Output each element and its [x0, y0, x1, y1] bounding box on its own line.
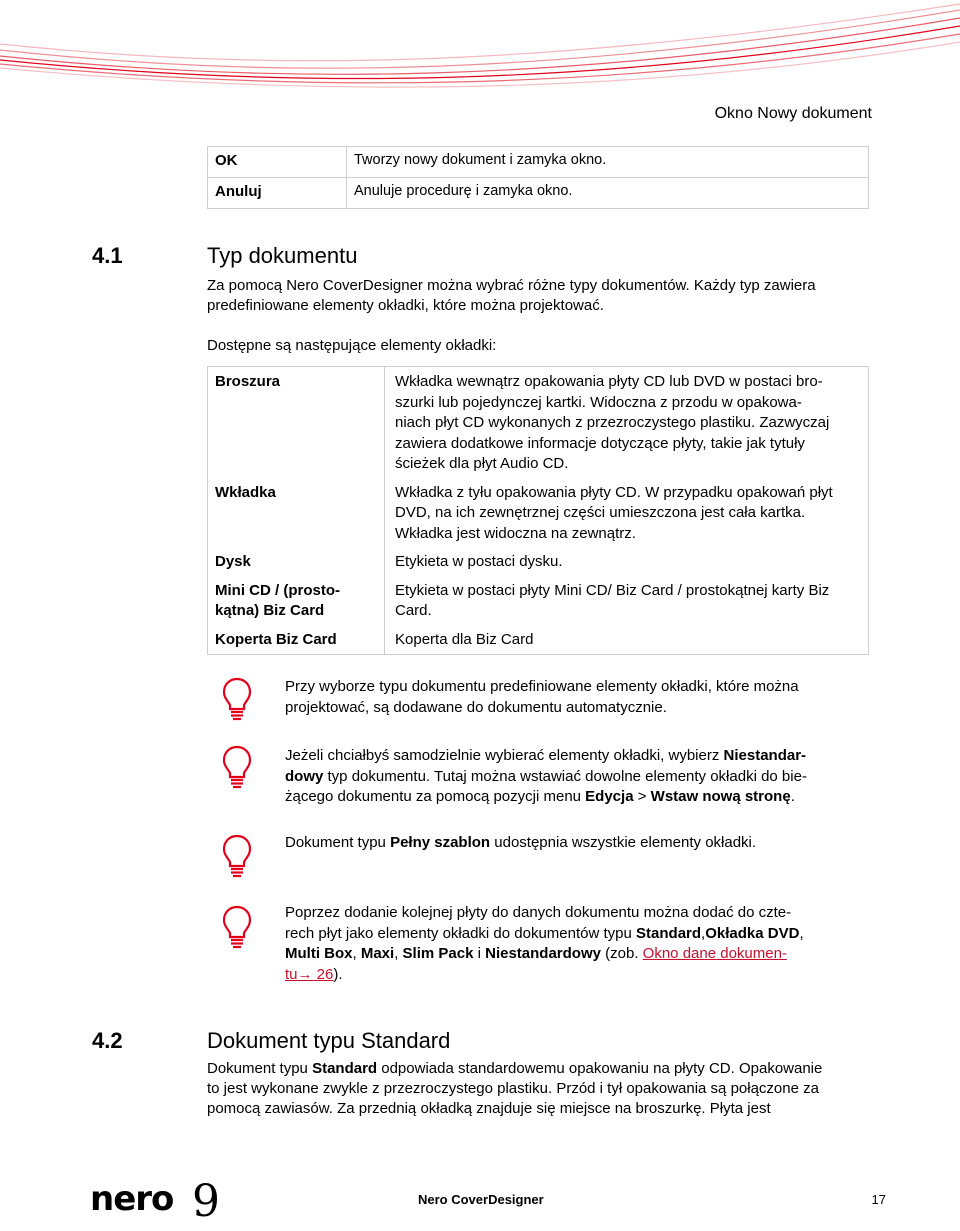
section-title: Typ dokumentu	[207, 243, 358, 268]
element-name: Broszura	[208, 367, 385, 479]
element-description: Wkładka wewnątrz opakowania płyty CD lub DVD w postaci bro- szurki lub pojedynczej kartki. Widoczna z przodu w opakowa- niach płyt CD wykonanych z przezroczystego plastiku. Zazwyczaj zawiera dodatkowe informacje dotyczące płyty, takie jak tytuły ścieżek dla płyt Audio CD.	[385, 367, 869, 479]
header-swoosh-decoration	[0, 0, 960, 90]
svg-text:9: 9	[192, 1178, 220, 1226]
element-name: Mini CD / (prosto- kątna) Biz Card	[208, 577, 385, 626]
cover-elements-table	[207, 366, 869, 655]
document-data-link[interactable]: Okno dane dokumen-	[642, 945, 787, 962]
available-elements-label: Dostępne są następujące elementy okładki:	[207, 337, 497, 354]
element-description: Etykieta w postaci płyty Mini CD/ Biz Card / prostokątnej karty Biz Card.	[385, 577, 869, 626]
document-data-link[interactable]: tu→ 26	[285, 965, 334, 983]
table-row	[208, 548, 869, 577]
button-description: Anuluje procedurę i zamyka okno.	[347, 178, 869, 209]
section-title: Dokument typu Standard	[207, 1028, 451, 1053]
footer-product-name: Nero CoverDesigner	[418, 1192, 544, 1207]
element-description: Koperta dla Biz Card	[385, 626, 869, 655]
tip-text: Dokument typu Pełny szablon udostępnia wszystkie elementy okładki.	[285, 834, 757, 851]
section-text: Dokument typu Standard odpowiada standardowemu opakowaniu na płyty CD. Opakowanie to jest wykonane zwykle z przezroczystego plastiku. Przód i tył opakowania są połączone za pomocą zawiasów. Za przednią okładką znajduje się miejsce na broszurkę. Płyta jest	[207, 1060, 823, 1117]
table-row	[208, 147, 869, 178]
section-number: 4.2	[92, 1028, 123, 1053]
element-name: Wkładka	[208, 479, 385, 549]
arrow-right-icon: →	[297, 965, 313, 983]
header-title: Okno Nowy dokument	[714, 105, 872, 122]
text-line: predefiniowane elementy okładki, które można projektować.	[207, 297, 604, 314]
element-name: Koperta Biz Card	[208, 626, 385, 655]
element-description: Etykieta w postaci dysku.	[385, 548, 869, 577]
nero-logo	[90, 1178, 230, 1231]
button-name: Anuluj	[208, 178, 347, 209]
tip-text: Poprzez dodanie kolejnej płyty do danych dokumentu można dodać do czte- rech płyt jako elementy okładki do dokumentów typu Standard,Okładka DVD, Multi Box, Maxi, Slim Pack i Niestandardowy (zob. Okno dane dokumen- tu→ 26).	[285, 904, 804, 983]
tip-text: Przy wyborze typu dokumentu predefiniowane elementy okładki, które można projektować, są dodawane do dokumentu automatycznie.	[285, 678, 799, 716]
section-number: 4.1	[92, 243, 123, 268]
svg-text:nero: nero	[90, 1179, 174, 1219]
button-description: Tworzy nowy dokument i zamyka okno.	[347, 147, 869, 178]
table-row	[208, 479, 869, 549]
lightbulb-icon	[222, 834, 252, 878]
tip-text: Jeżeli chciałbyś samodzielnie wybierać elementy okładki, wybierz Niestandar- dowy typ dokumentu. Tutaj można wstawiać dowolne elementy okładki do bie- żącego dokumentu za pomocą pozycji menu Edycja > Wstaw nową stronę.	[285, 747, 807, 805]
text-line: Za pomocą Nero CoverDesigner można wybrać różne typy dokumentów. Każdy typ zawiera	[207, 277, 816, 294]
page-number: 17	[871, 1192, 886, 1207]
nero-logo-graphic	[90, 1178, 230, 1226]
buttons-table	[207, 146, 869, 209]
button-name: OK	[208, 147, 347, 178]
lightbulb-icon	[222, 677, 252, 721]
table-row	[208, 367, 869, 479]
section-intro	[207, 276, 869, 316]
lightbulb-icon	[222, 745, 252, 789]
lightbulb-icon	[222, 905, 252, 949]
element-description: Wkładka z tyłu opakowania płyty CD. W przypadku opakowań płyt DVD, na ich zewnętrznej części umieszczona jest cała kartka. Wkładka jest widoczna na zewnątrz.	[385, 479, 869, 549]
element-name: Dysk	[208, 548, 385, 577]
table-row	[208, 626, 869, 655]
table-row	[208, 178, 869, 209]
table-row	[208, 577, 869, 626]
